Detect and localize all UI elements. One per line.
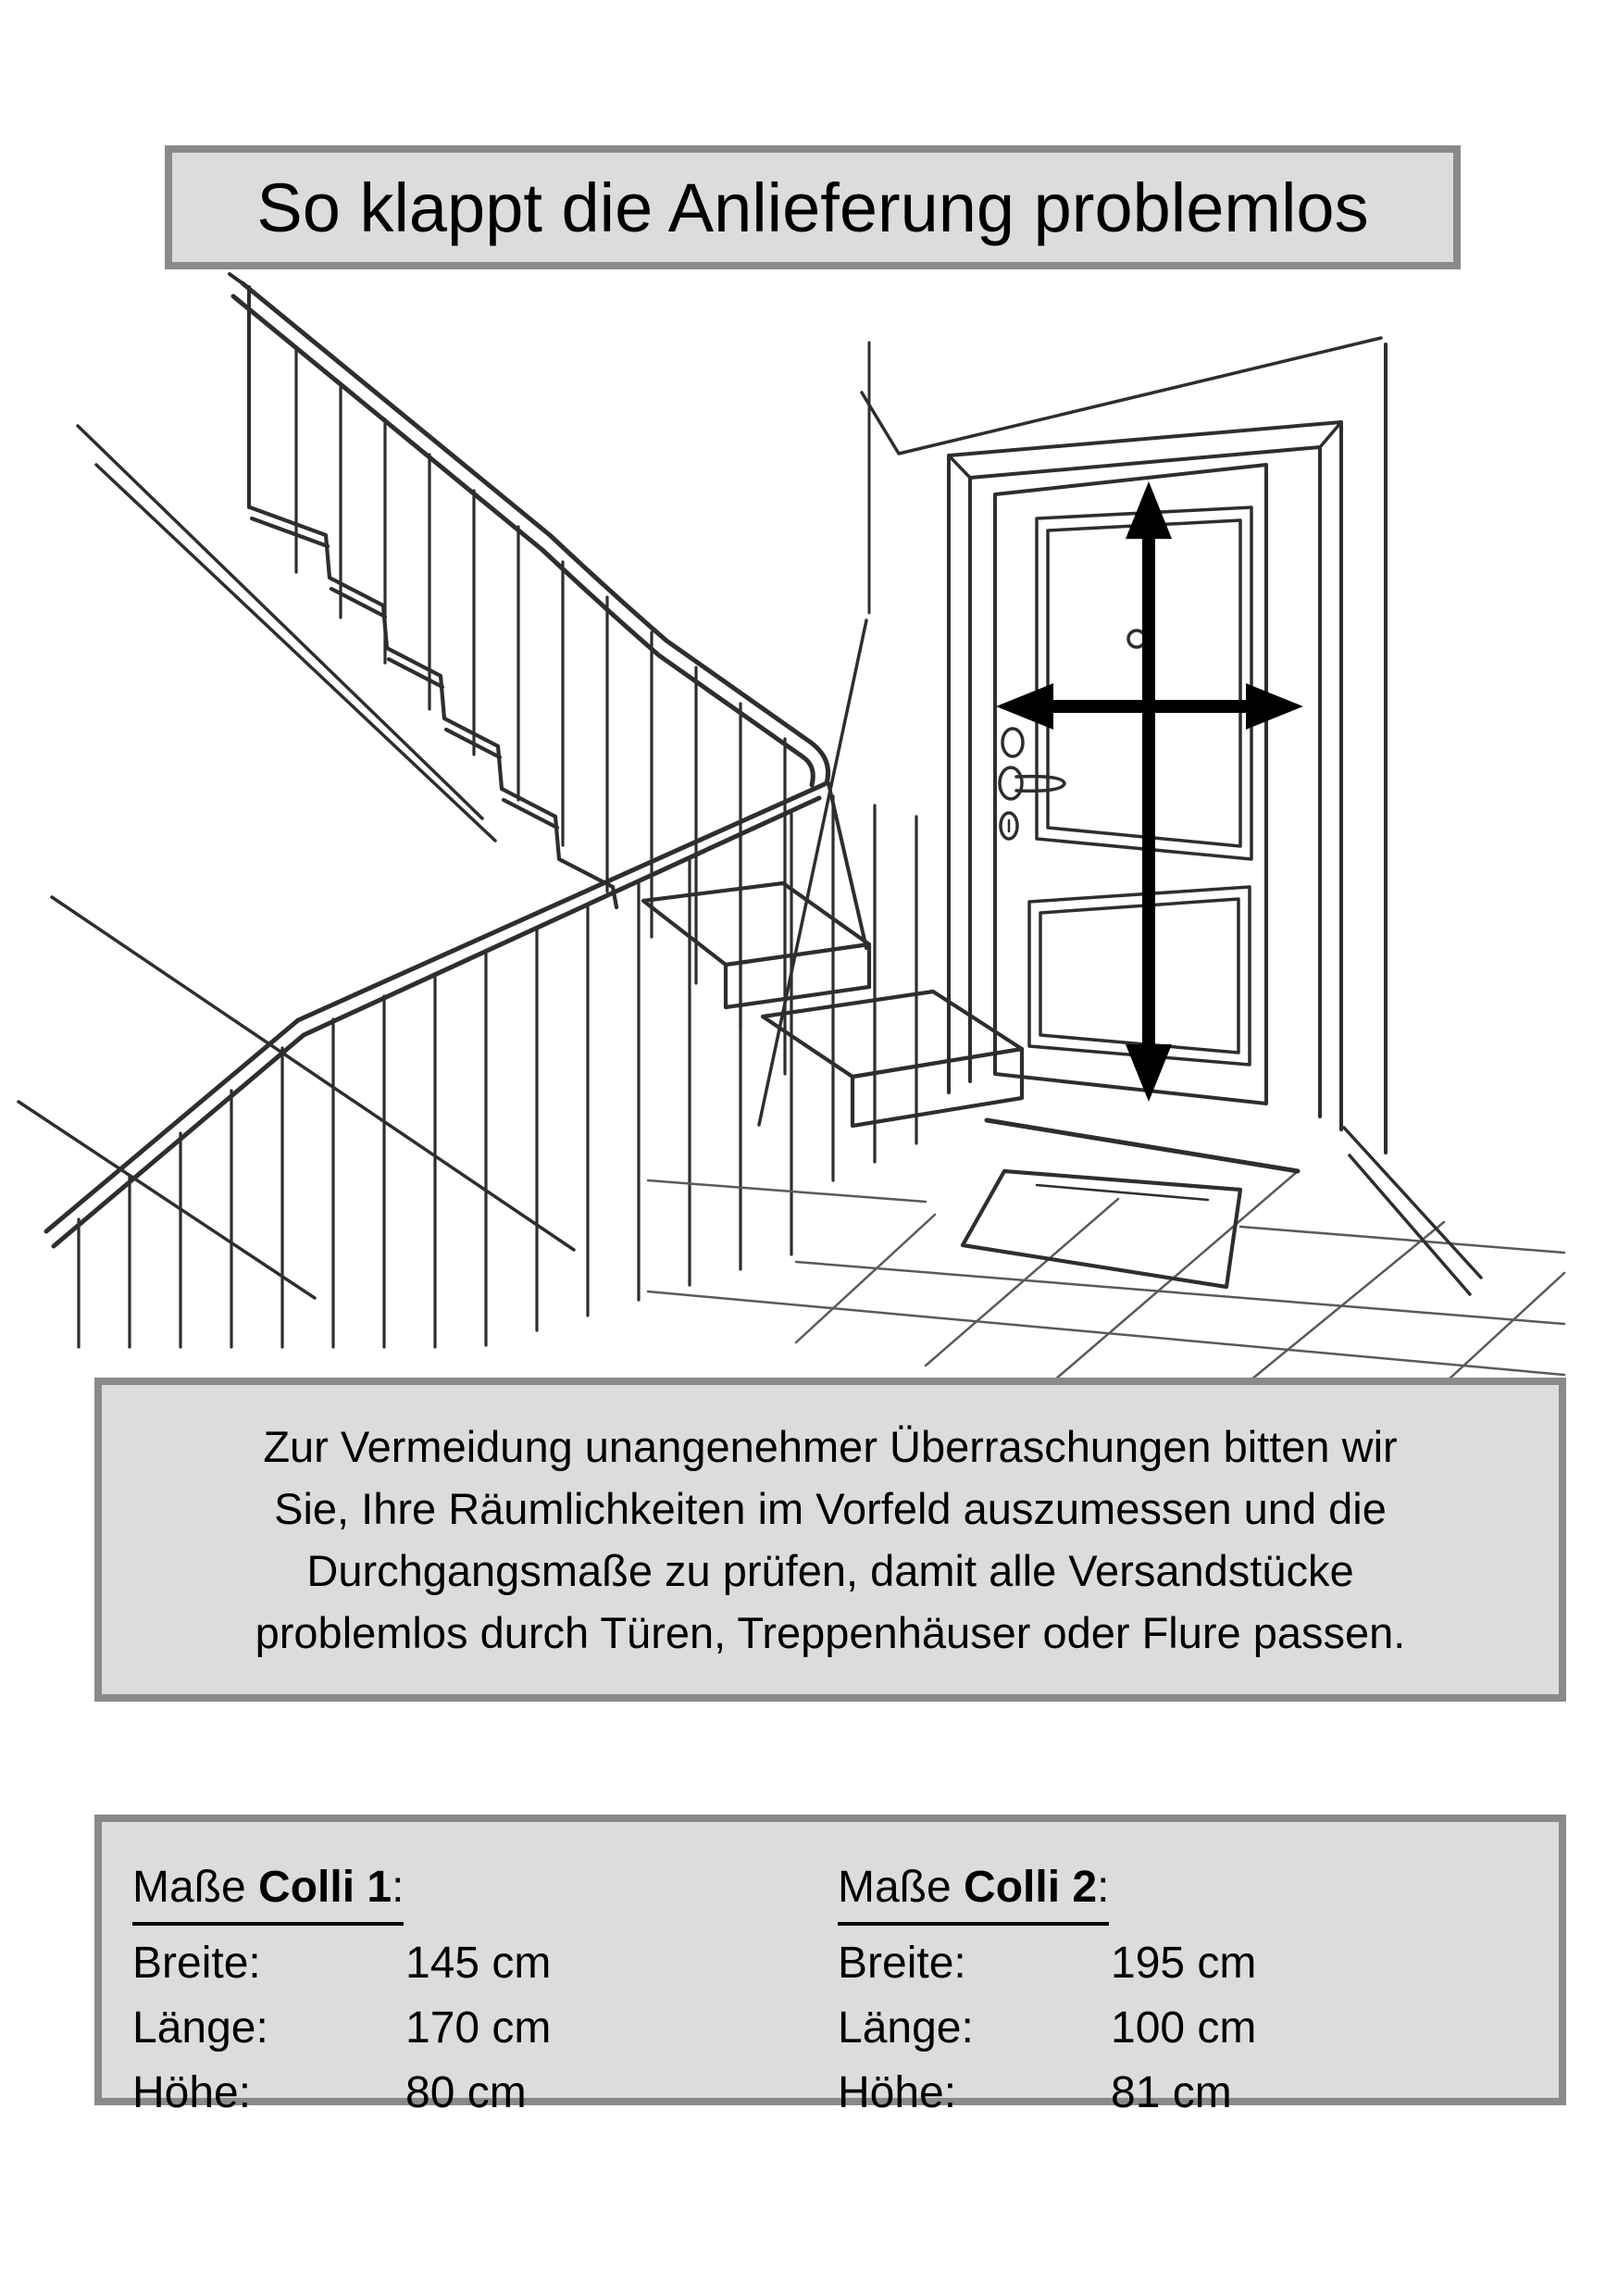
dimension-row bbox=[132, 1996, 551, 2061]
dimension-label: Länge: bbox=[838, 2003, 974, 2053]
title-box bbox=[165, 145, 1461, 269]
dimension-label: Breite: bbox=[132, 1939, 261, 1988]
door-sketch bbox=[862, 338, 1481, 1294]
page-title: So klappt die Anlieferung problemlos bbox=[256, 168, 1369, 246]
dimension-row bbox=[838, 2061, 1256, 2126]
intro-line: Sie, Ihre Räumlichkeiten im Vorfeld auszumessen und die bbox=[274, 1484, 1387, 1533]
dimension-value: 195 cm bbox=[1111, 1939, 1257, 1988]
doormat bbox=[963, 1171, 1240, 1287]
dimensions-box bbox=[94, 1815, 1566, 2117]
intro-line: problemlos durch Türen, Treppenhäuser oder Flure passen. bbox=[255, 1608, 1406, 1657]
colli-1-header: Maße Colli 1: bbox=[132, 1855, 404, 1926]
dimension-row bbox=[838, 1931, 1256, 1996]
colli-2-header: Maße Colli 2: bbox=[838, 1855, 1109, 1926]
dimension-label: Länge: bbox=[132, 2003, 268, 2053]
dimension-label: Breite: bbox=[838, 1939, 966, 1988]
colli-1-dimensions bbox=[132, 1855, 551, 2126]
dimension-value: 81 cm bbox=[1111, 2068, 1232, 2117]
dimension-row bbox=[838, 1996, 1256, 2061]
dimension-value: 145 cm bbox=[405, 1939, 552, 1988]
colli-2-dimensions bbox=[838, 1855, 1256, 2126]
dimension-value: 100 cm bbox=[1111, 2003, 1257, 2053]
dimension-label: Höhe: bbox=[838, 2068, 957, 2117]
door-handle-icon bbox=[1000, 767, 1022, 799]
dimension-label: Höhe: bbox=[132, 2068, 252, 2117]
hallway-sketch bbox=[0, 268, 1618, 1379]
intro-line: Zur Vermeidung unangenehmer Überraschungen bitten wir bbox=[263, 1422, 1398, 1471]
lower-balusters bbox=[79, 796, 916, 1347]
dimension-value: 170 cm bbox=[405, 2003, 552, 2053]
intro-box bbox=[94, 1378, 1566, 1702]
floor-tiles bbox=[648, 1171, 1564, 1379]
dimension-row bbox=[132, 2061, 551, 2126]
dimension-row bbox=[132, 1931, 551, 1996]
staircase-sketch bbox=[19, 274, 1022, 1347]
dimension-value: 80 cm bbox=[405, 2068, 527, 2117]
intro-line: Durchgangsmaße zu prüfen, damit alle Versandstücke bbox=[306, 1546, 1354, 1595]
door-height-arrow-icon bbox=[1126, 481, 1172, 1102]
